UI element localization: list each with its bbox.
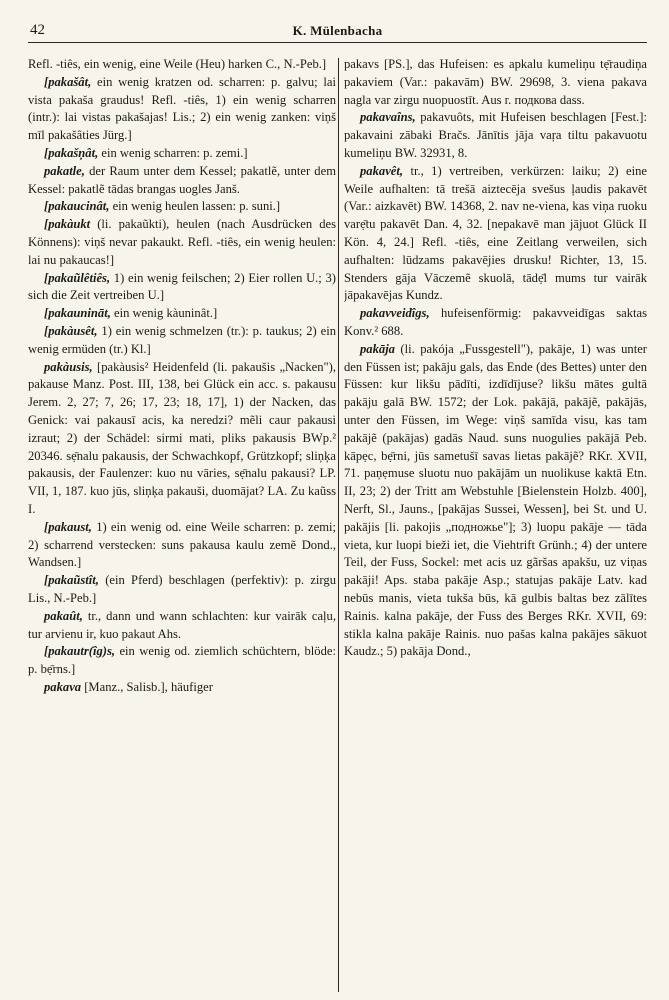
dictionary-entry	[28, 643, 336, 679]
entry-headword: [pakàusêt,	[44, 323, 98, 338]
entry-text: [pakàusis² Heidenfeld (li. pakaušis „Nacken"), pakause Manz. Post. III, 138, bei Glück ein acc. s. pakausu Jerem. 2, 27; 7, 26; 17, 23; 18, 17], 1) der Nacken, das Genick: vai pakausī acis, ka neredzi? mẽli caur pakausi izraut; 2) der Schädel: sirmi mati, pliks pakausis BWp.² 20346. sẹ̄nalu pakausis, der Schwachkopf, Grützkopf; sliņķa pakausis, der Faulenzer: kuo nu vāries, sẹ̄nalu pakausi? LP. VII, 1, 187. kuo jūs, sliņķa pakauši, duomājat? LA. Zu kaũss I.	[28, 359, 336, 516]
entry-headword: pakaût,	[44, 608, 83, 623]
page-number: 42	[30, 22, 45, 38]
dictionary-entry	[28, 679, 336, 697]
dictionary-entry	[28, 572, 336, 608]
dictionary-entry	[28, 145, 336, 163]
entry-headword: pakatle,	[44, 163, 85, 178]
dictionary-entry	[344, 341, 647, 661]
column-divider	[338, 58, 339, 992]
dictionary-entry	[28, 216, 336, 269]
entry-headword: pakavaîns,	[360, 110, 416, 125]
entry-headword: pakavêt,	[360, 163, 404, 178]
entry-headword: pakàusis,	[44, 359, 93, 374]
dictionary-entry	[28, 163, 336, 199]
entry-headword: pakava	[44, 679, 82, 694]
dictionary-entry	[28, 323, 336, 359]
entry-text: tr., 1) vertreiben, verkürzen: laiku; 2) eine Weile aufhalten: tā trešā aiztecēja svešus ļaudis pakavēt (Var.: aizkavēt) BW. 14368, 2. nav ne-viena, kas viņa ruoku varẹ̄tu pakavēt Dan. 4, 32. [nepakavē man jājuot Glück II Kön. 4, 24.] Refl. -tiês, eine Zeitlang verweilen, sich aufhalten: lūdzams pakavējies drusku! Richter, 13, 15. Stenders gāja Vāczemẽ skuolā, tādẹ̄l mums tur vairāk jāpakavējas Kundz.	[344, 163, 647, 303]
dictionary-entry	[28, 56, 336, 74]
dictionary-entry	[28, 198, 336, 216]
dictionary-entry	[28, 608, 336, 644]
entry-text: ein wenig heulen lassen: p. suni.]	[109, 199, 281, 214]
entry-headword: [pakaũlêtiês,	[44, 270, 111, 285]
entry-text: 1) ein wenig feilschen; 2) Eier rollen U.; 3) sich die Zeit vertreiben U.]	[28, 270, 336, 303]
dictionary-entry	[28, 74, 336, 145]
entry-headword: pakāja	[360, 341, 395, 356]
entry-headword: [pakaucinât,	[44, 199, 110, 214]
dictionary-entry	[344, 163, 647, 305]
running-title: K. Mülenbacha	[292, 23, 383, 38]
entry-text: ein wenig kàuninât.]	[110, 306, 218, 321]
dictionary-entry	[28, 519, 336, 572]
entry-headword: pakavveidîgs,	[360, 306, 430, 321]
entry-text: 1) ein wenig schmelzen (tr.): p. taukus; 2) ein wenig ermüden (tr.) Kl.]	[28, 323, 336, 356]
dictionary-entry	[344, 56, 647, 109]
left-column	[28, 56, 336, 992]
entry-headword: [pakaunināt,	[44, 306, 111, 321]
dictionary-entry	[28, 270, 336, 306]
entry-headword: [pakašât,	[44, 74, 92, 89]
entry-text: ein wenig od. ziemlich schüchtern, blöde: p. bẹ̄rns.]	[28, 644, 336, 677]
dictionary-entry	[344, 305, 647, 341]
page-header	[28, 20, 647, 43]
entry-headword: [pakàukt	[44, 217, 91, 232]
entry-text: Refl. -tiês, ein wenig, eine Weile (Heu) harken C., N.-Peb.]	[28, 57, 327, 71]
dictionary-entry	[28, 305, 336, 323]
dictionary-entry	[28, 359, 336, 519]
entry-text: ein wenig scharren: p. zemi.]	[98, 145, 248, 160]
entry-text: hufeisenförmig: pakavveidīgas saktas Konv.² 688.	[344, 306, 647, 338]
entry-text: [Manz., Salisb.], häufiger	[81, 679, 213, 694]
entry-headword: [pakašņât,	[44, 145, 99, 160]
entry-headword: [pakautr(îg)s,	[44, 644, 116, 659]
entry-text: tr., dann und wann schlachten: kur vairāk caļu, tur arvienu ir, kuo pakaut Ahs.	[28, 608, 336, 641]
entry-headword: [pakaũstît,	[44, 573, 99, 588]
entry-text: pakavuôts, mit Hufeisen beschlagen [Fest.]: pakavaini zābaki Bračs. Jānītis jāja vaŗa tiltu pakavuotu kumeliņu BW. 32931, 8.	[344, 110, 647, 160]
right-column	[344, 56, 647, 992]
entry-text: (li. pakója „Fussgestell"), pakāje, 1) was unter den Füssen ist; pakāju gals, das Ende (des Bettes) unter den Füssen: kur likšu pādīti, izdīdījuse? likšu mātes gultā pakāju galā BW. 1572; der Lok. pakājā, pakājẽ, pakājās, unter den Füssen, im Wege: viņš samīda visu, kas tam pakājẽ (pakājas) gadās Naud. suns nuogulies pakājā Peb. kāpẹc, bẹ̄rni, jūs sametušī savas lietas pakājẽ? RKr. XVII, 71. paņẹmuse sluotu nuo pakājām un nuolikuse kaktā Etn. II, 23; 2) der Tritt am Webstuhle [Bielenstein Holzb. 400], Nerft, Sl., Jauns., [pakājas Sussei, Wessen], bei St. und U. pakājis [li. pakojis „подножье"]; 3) luopu pakāje — tāda vieta, kur luopi bieži iet, die Viehtrift Grünh.; 4) der untere Teil, der Fuss, Sockel: met acis uz gãršas apakšu, uz viņas pakāji! Aps. staba pakāje Asp.; statujas pakāje Latv. kad nebūs manis, vieta tukša būs, kā gulbis baltas bez zālītes Rainis. kalna pakāje, der Fuss des Berges RKr. XVII, 69: stikla kalna pakāje Rainis. nuo pašas kalna pakājes sākuot Kaudz.; 5) pakāja Dond.,	[344, 341, 647, 659]
entry-text: der Raum unter dem Kessel; pakatlẽ, unter dem Kessel: pakatlẽ tādas brangas uogles Janš.	[28, 163, 336, 196]
entry-text: 1) ein wenig od. eine Weile scharren: p. zemi; 2) scharrend verstecken: suns pakausa kaulu zemẽ Dond., Wandsen.]	[28, 519, 336, 570]
entry-text: pakavs [PS.], das Hufeisen: es apkalu kumeliņu tẹ̄raudiņa pakaviem (Var.: pakavām) BW. 29698, 3. viena pakava nagla var zirgu nuopuostīt. Aus r. подкова dass.	[344, 57, 647, 107]
dictionary-entry	[344, 109, 647, 162]
entry-text: (li. pakaũkti), heulen (nach Ausdrücken des Könnens): viņš nevar pakaukt. Refl. -tiês, ein wenig heulen: lai nu pakaucas!]	[28, 217, 336, 267]
entry-text: ein wenig kratzen od. scharren: p. galvu; lai vista pakaša graudus! Refl. -tiês, 1) ein wenig scharren (intr.): lai vistas pakašajas! Lis.; 2) ein wenig zanken: viņš mīl pakašâties Jürg.]	[28, 74, 336, 143]
entry-headword: [pakaust,	[44, 519, 92, 534]
entry-text: (ein Pferd) beschlagen (perfektiv): p. zirgu Lis., N.-Peb.]	[28, 573, 336, 605]
